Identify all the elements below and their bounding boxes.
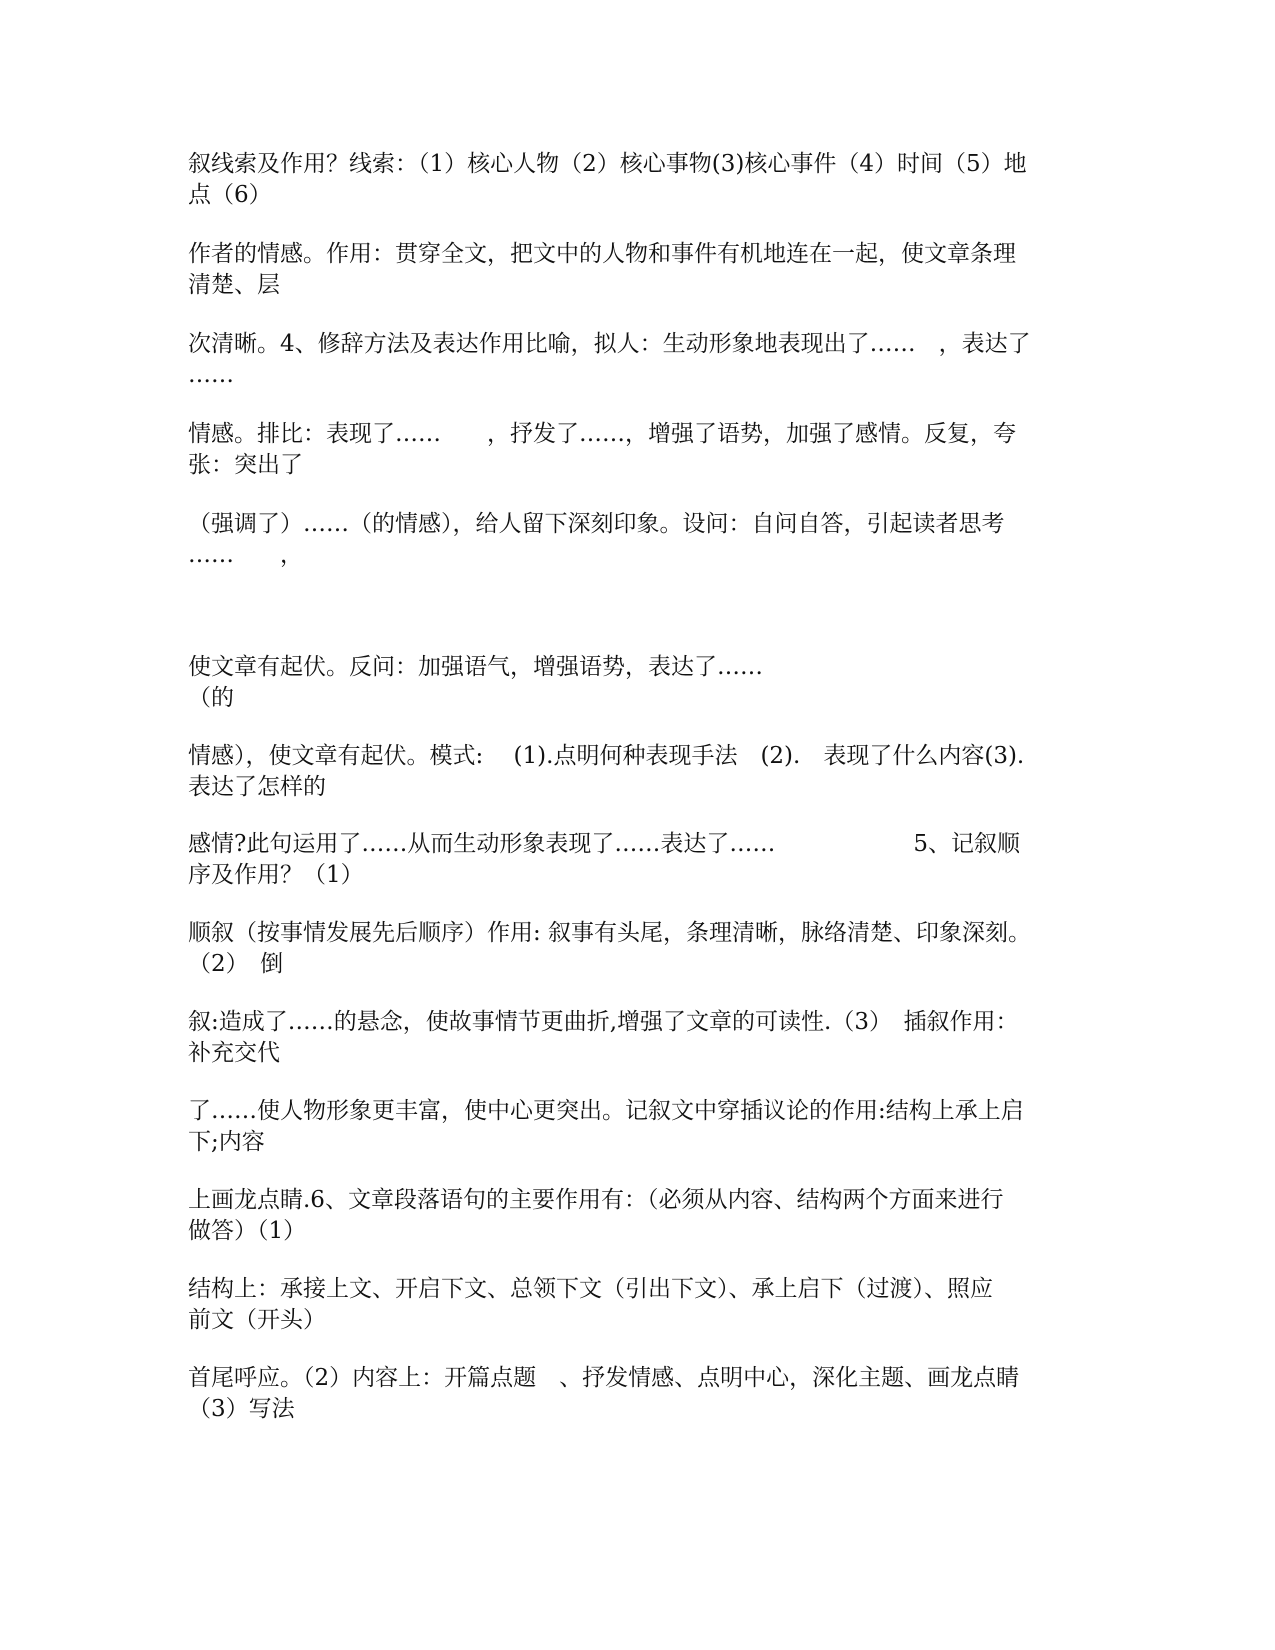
paragraph-sentence-function — [188, 1185, 1103, 1247]
text-line: 做答）（1） — [188, 1218, 307, 1244]
text-line: （3）写法 — [188, 1396, 295, 1422]
text-line: 叙线索及作用？线索：（1）核心人物（2）核心事物(3)核心事件（4）时间（5）地 — [188, 151, 1027, 177]
paragraph-rhetoric — [188, 329, 1103, 391]
paragraph-content — [188, 1363, 1103, 1425]
text-line: 前文（开头） — [188, 1307, 326, 1333]
text-line: 情感），使文章有起伏。模式: (1).点明何种表现手法 (2). 表现了什么内容(3). — [188, 743, 1025, 769]
text-line: 表达了怎样的 — [188, 774, 326, 800]
text-line: 叙:造成了……的悬念，使故事情节更曲折,增强了文章的可读性.（3） 插叙作用： — [188, 1009, 1019, 1035]
text-line: 张：突出了 — [188, 452, 303, 478]
paragraph-chronological — [188, 918, 1103, 980]
paragraph-structure — [188, 1274, 1103, 1336]
paragraph-pattern — [188, 741, 1103, 803]
paragraph-parallelism — [188, 419, 1103, 481]
text-line: （2） 倒 — [188, 951, 284, 977]
paragraph-clues — [188, 149, 1103, 211]
paragraph-interjection — [188, 1096, 1103, 1158]
paragraph-counter-question — [188, 652, 1103, 714]
text-line: 首尾呼应。（2）内容上：开篇点题 、抒发情感、点明中心，深化主题、画龙点睛 — [188, 1365, 1020, 1391]
paragraph-rhetorical-question — [188, 509, 1103, 571]
paragraph-narrative-order — [188, 829, 1103, 891]
text-line: 序及作用？（1） — [188, 862, 364, 888]
text-line: …… ， — [188, 542, 303, 568]
text-line: 感情?此句运用了……从而生动形象表现了……表达了…… 5、记叙顺 — [188, 831, 1020, 857]
text-line: 使文章有起伏。反问：加强语气，增强语势，表达了…… — [188, 654, 763, 680]
text-line: 补充交代 — [188, 1040, 280, 1066]
paragraph-clue-function — [188, 239, 1103, 301]
text-line: 点（6） — [188, 182, 272, 208]
text-line: （的 — [188, 685, 234, 711]
text-line: 下;内容 — [188, 1129, 265, 1155]
text-line: …… — [188, 362, 234, 388]
text-line: 结构上：承接上文、开启下文、总领下文（引出下文）、承上启下（过渡）、照应 — [188, 1276, 993, 1302]
text-line: 顺叙（按事情发展先后顺序）作用: 叙事有头尾，条理清晰，脉络清楚、印象深刻。 — [188, 920, 1032, 946]
text-line: 了……使人物形象更丰富，使中心更突出。记叙文中穿插议论的作用:结构上承上启 — [188, 1098, 1024, 1124]
text-line: 作者的情感。作用：贯穿全文，把文中的人物和事件有机地连在一起，使文章条理 — [188, 241, 1016, 267]
text-line: （强调了）……（的情感），给人留下深刻印象。设问：自问自答，引起读者思考 — [188, 511, 1005, 537]
text-line: 上画龙点睛.6、文章段落语句的主要作用有：（必须从内容、结构两个方面来进行 — [188, 1187, 1004, 1213]
text-line: 次清晰。4、修辞方法及表达作用比喻，拟人：生动形象地表现出了…… ，表达了 — [188, 331, 1031, 357]
paragraph-flashback — [188, 1007, 1103, 1069]
text-line: 情感。排比：表现了…… ，抒发了……，增强了语势，加强了感情。反复，夸 — [188, 421, 1016, 447]
text-line: 清楚、层 — [188, 272, 280, 298]
